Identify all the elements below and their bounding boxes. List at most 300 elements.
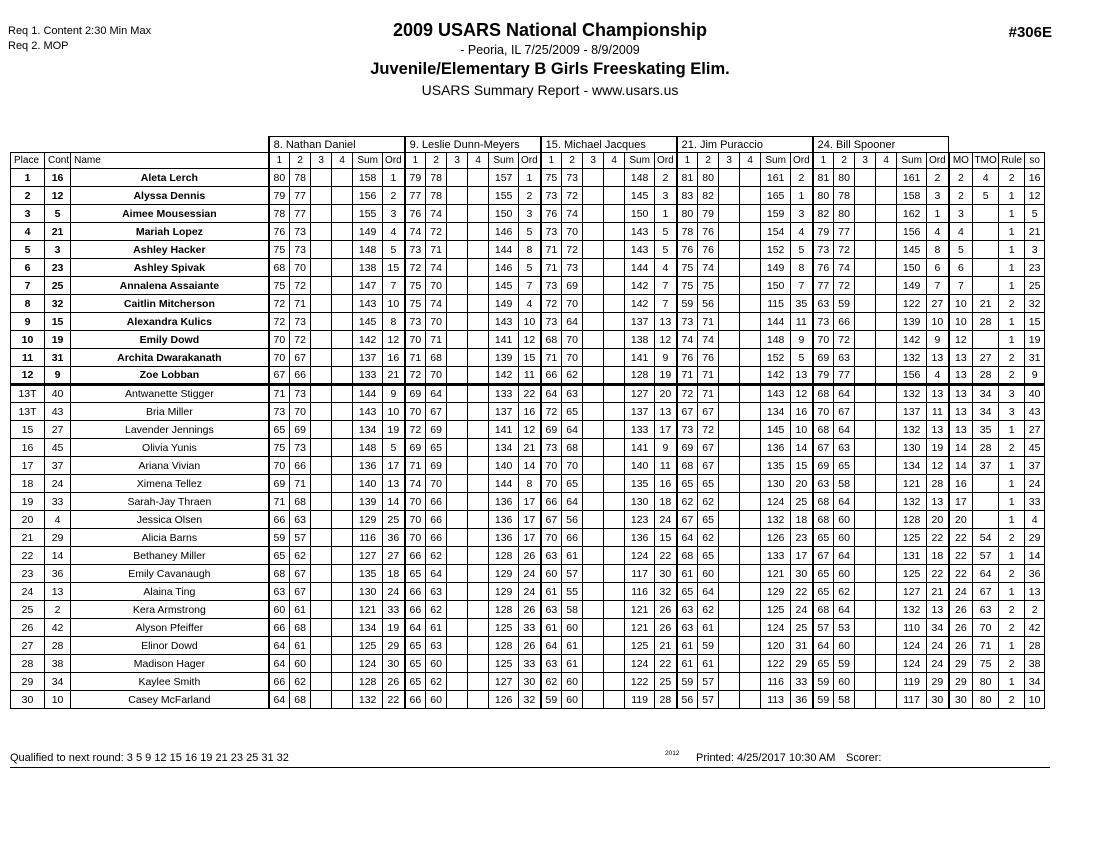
- score-3-cell: [447, 277, 468, 295]
- score-2-cell: 72: [834, 331, 855, 349]
- score-1-cell: 75: [541, 169, 562, 187]
- sum-cell: 145: [761, 421, 791, 439]
- score-1-cell: 73: [541, 277, 562, 295]
- score-1-cell: 60: [541, 565, 562, 583]
- score-3-cell: [311, 169, 332, 187]
- event-number: #306E: [1008, 24, 1052, 41]
- ord-cell: 18: [655, 493, 677, 511]
- score-4-cell: [604, 367, 625, 385]
- column-header: 1: [541, 153, 562, 169]
- ord-cell: 4: [927, 223, 949, 241]
- sum-cell: 143: [353, 295, 383, 313]
- score-3-cell: [447, 295, 468, 313]
- score-3-cell: [719, 673, 740, 691]
- score-3-cell: [583, 691, 604, 709]
- score-4-cell: [604, 583, 625, 601]
- score-2-cell: 72: [562, 187, 583, 205]
- sum-cell: 152: [761, 349, 791, 367]
- score-4-cell: [332, 187, 353, 205]
- tmo-cell: 4: [973, 169, 999, 187]
- cont-cell: 3: [45, 241, 71, 259]
- score-2-cell: 59: [698, 637, 719, 655]
- so-cell: 34: [1025, 673, 1045, 691]
- so-cell: 3: [1025, 241, 1045, 259]
- score-3-cell: [583, 655, 604, 673]
- ord-cell: 24: [791, 601, 813, 619]
- ord-cell: 24: [927, 637, 949, 655]
- score-3-cell: [855, 475, 876, 493]
- score-3-cell: [855, 331, 876, 349]
- sum-cell: 158: [353, 169, 383, 187]
- name-cell: Bethaney Miller: [71, 547, 269, 565]
- sum-cell: 150: [489, 205, 519, 223]
- mo-cell: 16: [949, 475, 973, 493]
- name-cell: Annalena Assaiante: [71, 277, 269, 295]
- sum-cell: 141: [625, 439, 655, 457]
- score-1-cell: 64: [405, 619, 426, 637]
- sum-cell: 130: [897, 439, 927, 457]
- competitor-row: [11, 367, 1045, 385]
- score-2-cell: 62: [426, 601, 447, 619]
- ord-cell: 5: [519, 223, 541, 241]
- score-1-cell: 75: [269, 439, 290, 457]
- ord-cell: 1: [927, 205, 949, 223]
- score-3-cell: [447, 565, 468, 583]
- score-4-cell: [604, 277, 625, 295]
- score-1-cell: 61: [541, 619, 562, 637]
- place-cell: 26: [11, 619, 45, 637]
- ord-cell: 15: [383, 259, 405, 277]
- sum-cell: 133: [489, 385, 519, 403]
- sum-cell: 135: [761, 457, 791, 475]
- req-line-1: Req 1. Content 2:30 Min Max: [8, 25, 152, 37]
- score-1-cell: 68: [813, 493, 834, 511]
- name-cell: Casey McFarland: [71, 691, 269, 709]
- sum-cell: 136: [353, 457, 383, 475]
- score-3-cell: [311, 619, 332, 637]
- score-3-cell: [583, 673, 604, 691]
- rule-cell: 1: [999, 421, 1025, 439]
- ord-cell: 21: [655, 637, 677, 655]
- score-2-cell: 69: [426, 457, 447, 475]
- rule-cell: 2: [999, 169, 1025, 187]
- score-3-cell: [719, 421, 740, 439]
- score-3-cell: [719, 619, 740, 637]
- sum-cell: 128: [489, 637, 519, 655]
- score-2-cell: 68: [562, 439, 583, 457]
- score-1-cell: 65: [677, 475, 698, 493]
- ord-cell: 2: [927, 169, 949, 187]
- score-4-cell: [604, 475, 625, 493]
- ord-cell: 14: [519, 457, 541, 475]
- score-4-cell: [468, 691, 489, 709]
- score-1-cell: 69: [813, 349, 834, 367]
- score-3-cell: [719, 313, 740, 331]
- score-1-cell: 69: [405, 439, 426, 457]
- score-1-cell: 59: [677, 673, 698, 691]
- score-4-cell: [876, 349, 897, 367]
- score-1-cell: 64: [677, 529, 698, 547]
- tmo-cell: 75: [973, 655, 999, 673]
- ord-cell: 3: [519, 205, 541, 223]
- score-3-cell: [311, 403, 332, 421]
- score-3-cell: [311, 367, 332, 385]
- ord-cell: 21: [519, 439, 541, 457]
- score-1-cell: 69: [813, 457, 834, 475]
- score-1-cell: 61: [677, 655, 698, 673]
- score-1-cell: 71: [541, 349, 562, 367]
- score-3-cell: [855, 295, 876, 313]
- cont-cell: 43: [45, 403, 71, 421]
- sum-cell: 150: [761, 277, 791, 295]
- score-3-cell: [311, 601, 332, 619]
- score-3-cell: [719, 169, 740, 187]
- sum-cell: 117: [897, 691, 927, 709]
- cont-cell: 40: [45, 385, 71, 403]
- score-2-cell: 65: [562, 475, 583, 493]
- competitor-row: [11, 403, 1045, 421]
- ord-cell: 19: [383, 619, 405, 637]
- score-1-cell: 64: [269, 637, 290, 655]
- score-3-cell: [447, 511, 468, 529]
- score-4-cell: [740, 277, 761, 295]
- ord-cell: 25: [791, 619, 813, 637]
- score-4-cell: [468, 457, 489, 475]
- score-4-cell: [604, 241, 625, 259]
- score-3-cell: [583, 493, 604, 511]
- score-4-cell: [740, 259, 761, 277]
- score-4-cell: [604, 673, 625, 691]
- score-2-cell: 68: [290, 619, 311, 637]
- name-cell: Archita Dwarakanath: [71, 349, 269, 367]
- ord-cell: 22: [791, 583, 813, 601]
- score-2-cell: 61: [698, 655, 719, 673]
- name-cell: Ashley Spivak: [71, 259, 269, 277]
- score-2-cell: 59: [834, 295, 855, 313]
- ord-cell: 5: [655, 241, 677, 259]
- score-1-cell: 81: [677, 169, 698, 187]
- sum-cell: 155: [353, 205, 383, 223]
- score-4-cell: [604, 313, 625, 331]
- tmo-cell: [973, 277, 999, 295]
- score-2-cell: 71: [426, 241, 447, 259]
- column-header: 2: [426, 153, 447, 169]
- sum-cell: 128: [489, 601, 519, 619]
- so-cell: 14: [1025, 547, 1045, 565]
- header-spacer-left: [11, 137, 269, 153]
- sum-cell: 132: [897, 421, 927, 439]
- score-1-cell: 68: [813, 511, 834, 529]
- score-1-cell: 68: [269, 565, 290, 583]
- sum-cell: 136: [489, 529, 519, 547]
- score-2-cell: 72: [290, 277, 311, 295]
- score-2-cell: 60: [426, 691, 447, 709]
- sum-cell: 125: [353, 637, 383, 655]
- ord-cell: 24: [655, 511, 677, 529]
- name-cell: Ximena Tellez: [71, 475, 269, 493]
- sum-cell: 125: [897, 565, 927, 583]
- score-1-cell: 66: [269, 673, 290, 691]
- rule-cell: 3: [999, 403, 1025, 421]
- score-3-cell: [855, 583, 876, 601]
- score-1-cell: 61: [677, 637, 698, 655]
- score-2-cell: 62: [290, 547, 311, 565]
- score-1-cell: 78: [677, 223, 698, 241]
- score-2-cell: 77: [290, 187, 311, 205]
- score-2-cell: 65: [834, 457, 855, 475]
- score-4-cell: [740, 331, 761, 349]
- mo-cell: 12: [949, 331, 973, 349]
- score-3-cell: [447, 547, 468, 565]
- score-2-cell: 57: [290, 529, 311, 547]
- score-1-cell: 65: [677, 583, 698, 601]
- ord-cell: 1: [655, 205, 677, 223]
- so-cell: 16: [1025, 169, 1045, 187]
- score-4-cell: [332, 637, 353, 655]
- so-cell: 38: [1025, 655, 1045, 673]
- ord-cell: 6: [927, 259, 949, 277]
- competitor-row: [11, 457, 1045, 475]
- sum-cell: 150: [897, 259, 927, 277]
- ord-cell: 19: [383, 421, 405, 439]
- cont-cell: 23: [45, 259, 71, 277]
- score-2-cell: 71: [698, 313, 719, 331]
- column-header: TMO: [973, 153, 999, 169]
- column-header: 2: [290, 153, 311, 169]
- ord-cell: 5: [519, 259, 541, 277]
- ord-cell: 9: [655, 349, 677, 367]
- score-2-cell: 70: [426, 367, 447, 385]
- ord-cell: 2: [519, 187, 541, 205]
- place-cell: 24: [11, 583, 45, 601]
- name-cell: Lavender Jennings: [71, 421, 269, 439]
- score-2-cell: 60: [562, 691, 583, 709]
- score-1-cell: 70: [405, 529, 426, 547]
- score-2-cell: 80: [834, 205, 855, 223]
- score-2-cell: 80: [698, 169, 719, 187]
- column-header: 4: [332, 153, 353, 169]
- rule-cell: 1: [999, 223, 1025, 241]
- sum-cell: 134: [353, 619, 383, 637]
- score-4-cell: [876, 565, 897, 583]
- score-2-cell: 63: [562, 385, 583, 403]
- tmo-cell: 34: [973, 385, 999, 403]
- score-3-cell: [311, 277, 332, 295]
- ord-cell: 8: [519, 475, 541, 493]
- score-3-cell: [719, 529, 740, 547]
- score-2-cell: 65: [562, 403, 583, 421]
- score-1-cell: 70: [405, 403, 426, 421]
- cont-cell: 28: [45, 637, 71, 655]
- ord-cell: 7: [655, 277, 677, 295]
- score-1-cell: 73: [677, 421, 698, 439]
- sum-cell: 130: [761, 475, 791, 493]
- score-3-cell: [719, 349, 740, 367]
- req-line-2: Req 2. MOP: [8, 39, 69, 52]
- score-2-cell: 55: [562, 583, 583, 601]
- ord-cell: 8: [519, 241, 541, 259]
- ord-cell: 13: [927, 493, 949, 511]
- mo-cell: 20: [949, 511, 973, 529]
- score-2-cell: 66: [290, 457, 311, 475]
- so-cell: 4: [1025, 511, 1045, 529]
- ord-cell: 5: [791, 349, 813, 367]
- score-2-cell: 67: [290, 583, 311, 601]
- ord-cell: 3: [791, 205, 813, 223]
- score-3-cell: [719, 637, 740, 655]
- score-1-cell: 79: [269, 187, 290, 205]
- column-header: Ord: [791, 153, 813, 169]
- score-1-cell: 71: [405, 457, 426, 475]
- sum-cell: 139: [489, 349, 519, 367]
- sum-cell: 158: [897, 187, 927, 205]
- ord-cell: 12: [791, 385, 813, 403]
- tmo-cell: 70: [973, 619, 999, 637]
- score-1-cell: 71: [541, 259, 562, 277]
- score-1-cell: 70: [813, 331, 834, 349]
- score-3-cell: [719, 583, 740, 601]
- ord-cell: 8: [927, 241, 949, 259]
- ord-cell: 8: [383, 313, 405, 331]
- score-2-cell: 72: [698, 421, 719, 439]
- mo-cell: 14: [949, 457, 973, 475]
- rule-cell: 1: [999, 277, 1025, 295]
- score-4-cell: [468, 439, 489, 457]
- score-1-cell: 73: [677, 313, 698, 331]
- ord-cell: 16: [383, 349, 405, 367]
- score-1-cell: 69: [541, 421, 562, 439]
- score-2-cell: 63: [834, 349, 855, 367]
- score-3-cell: [583, 583, 604, 601]
- score-4-cell: [876, 367, 897, 385]
- score-2-cell: 64: [834, 493, 855, 511]
- score-1-cell: 76: [677, 241, 698, 259]
- footer-stamp: 2012: [665, 750, 680, 757]
- sum-cell: 137: [489, 403, 519, 421]
- column-header: 4: [468, 153, 489, 169]
- mo-cell: 3: [949, 205, 973, 223]
- score-3-cell: [855, 313, 876, 331]
- place-cell: 18: [11, 475, 45, 493]
- score-1-cell: 75: [677, 259, 698, 277]
- competitor-row: [11, 241, 1045, 259]
- score-2-cell: 64: [834, 421, 855, 439]
- sum-cell: 129: [353, 511, 383, 529]
- cont-cell: 15: [45, 313, 71, 331]
- score-4-cell: [604, 331, 625, 349]
- mo-cell: 24: [949, 583, 973, 601]
- cont-cell: 29: [45, 529, 71, 547]
- place-cell: 6: [11, 259, 45, 277]
- sum-cell: 143: [625, 223, 655, 241]
- score-1-cell: 71: [269, 493, 290, 511]
- ord-cell: 13: [927, 421, 949, 439]
- ord-cell: 22: [927, 529, 949, 547]
- score-2-cell: 74: [562, 205, 583, 223]
- sum-cell: 117: [625, 565, 655, 583]
- sum-cell: 132: [897, 601, 927, 619]
- score-4-cell: [604, 349, 625, 367]
- sum-cell: 132: [897, 385, 927, 403]
- score-2-cell: 58: [834, 691, 855, 709]
- score-1-cell: 72: [541, 403, 562, 421]
- cont-cell: 31: [45, 349, 71, 367]
- sum-cell: 141: [625, 349, 655, 367]
- ord-cell: 11: [791, 313, 813, 331]
- score-2-cell: 70: [562, 349, 583, 367]
- competitor-row: [11, 313, 1045, 331]
- score-3-cell: [583, 223, 604, 241]
- so-cell: 25: [1025, 277, 1045, 295]
- score-4-cell: [740, 169, 761, 187]
- ord-cell: 7: [655, 295, 677, 313]
- so-cell: 21: [1025, 223, 1045, 241]
- score-2-cell: 64: [426, 385, 447, 403]
- sum-cell: 147: [353, 277, 383, 295]
- score-2-cell: 60: [290, 655, 311, 673]
- mo-cell: 2: [949, 187, 973, 205]
- competitor-row: [11, 619, 1045, 637]
- sum-cell: 157: [489, 169, 519, 187]
- sum-cell: 139: [897, 313, 927, 331]
- rule-cell: 1: [999, 583, 1025, 601]
- name-cell: Emily Cavanaugh: [71, 565, 269, 583]
- score-4-cell: [740, 385, 761, 403]
- name-cell: Sarah-Jay Thraen: [71, 493, 269, 511]
- ord-cell: 22: [519, 385, 541, 403]
- score-1-cell: 74: [677, 331, 698, 349]
- place-cell: 27: [11, 637, 45, 655]
- cont-cell: 10: [45, 691, 71, 709]
- score-1-cell: 71: [541, 241, 562, 259]
- rule-cell: 2: [999, 439, 1025, 457]
- score-3-cell: [855, 223, 876, 241]
- score-2-cell: 78: [426, 187, 447, 205]
- score-1-cell: 66: [405, 601, 426, 619]
- score-3-cell: [311, 457, 332, 475]
- cont-cell: 33: [45, 493, 71, 511]
- mo-cell: 7: [949, 277, 973, 295]
- score-3-cell: [855, 259, 876, 277]
- score-1-cell: 73: [541, 223, 562, 241]
- competitor-row: [11, 637, 1045, 655]
- score-4-cell: [876, 169, 897, 187]
- score-4-cell: [332, 169, 353, 187]
- sum-cell: 129: [489, 565, 519, 583]
- score-1-cell: 71: [405, 349, 426, 367]
- score-2-cell: 62: [834, 583, 855, 601]
- score-1-cell: 66: [269, 619, 290, 637]
- score-3-cell: [447, 673, 468, 691]
- score-1-cell: 59: [677, 295, 698, 313]
- mo-cell: 17: [949, 493, 973, 511]
- column-header: 3: [447, 153, 468, 169]
- name-cell: Madison Hager: [71, 655, 269, 673]
- score-3-cell: [855, 673, 876, 691]
- tmo-cell: [973, 475, 999, 493]
- score-3-cell: [583, 259, 604, 277]
- competitor-row: [11, 493, 1045, 511]
- column-header: Rule: [999, 153, 1025, 169]
- score-4-cell: [876, 439, 897, 457]
- ord-cell: 30: [791, 565, 813, 583]
- score-2-cell: 70: [426, 313, 447, 331]
- score-1-cell: 70: [405, 331, 426, 349]
- sum-cell: 156: [897, 367, 927, 385]
- ord-cell: 26: [519, 547, 541, 565]
- sum-cell: 149: [761, 259, 791, 277]
- score-3-cell: [855, 637, 876, 655]
